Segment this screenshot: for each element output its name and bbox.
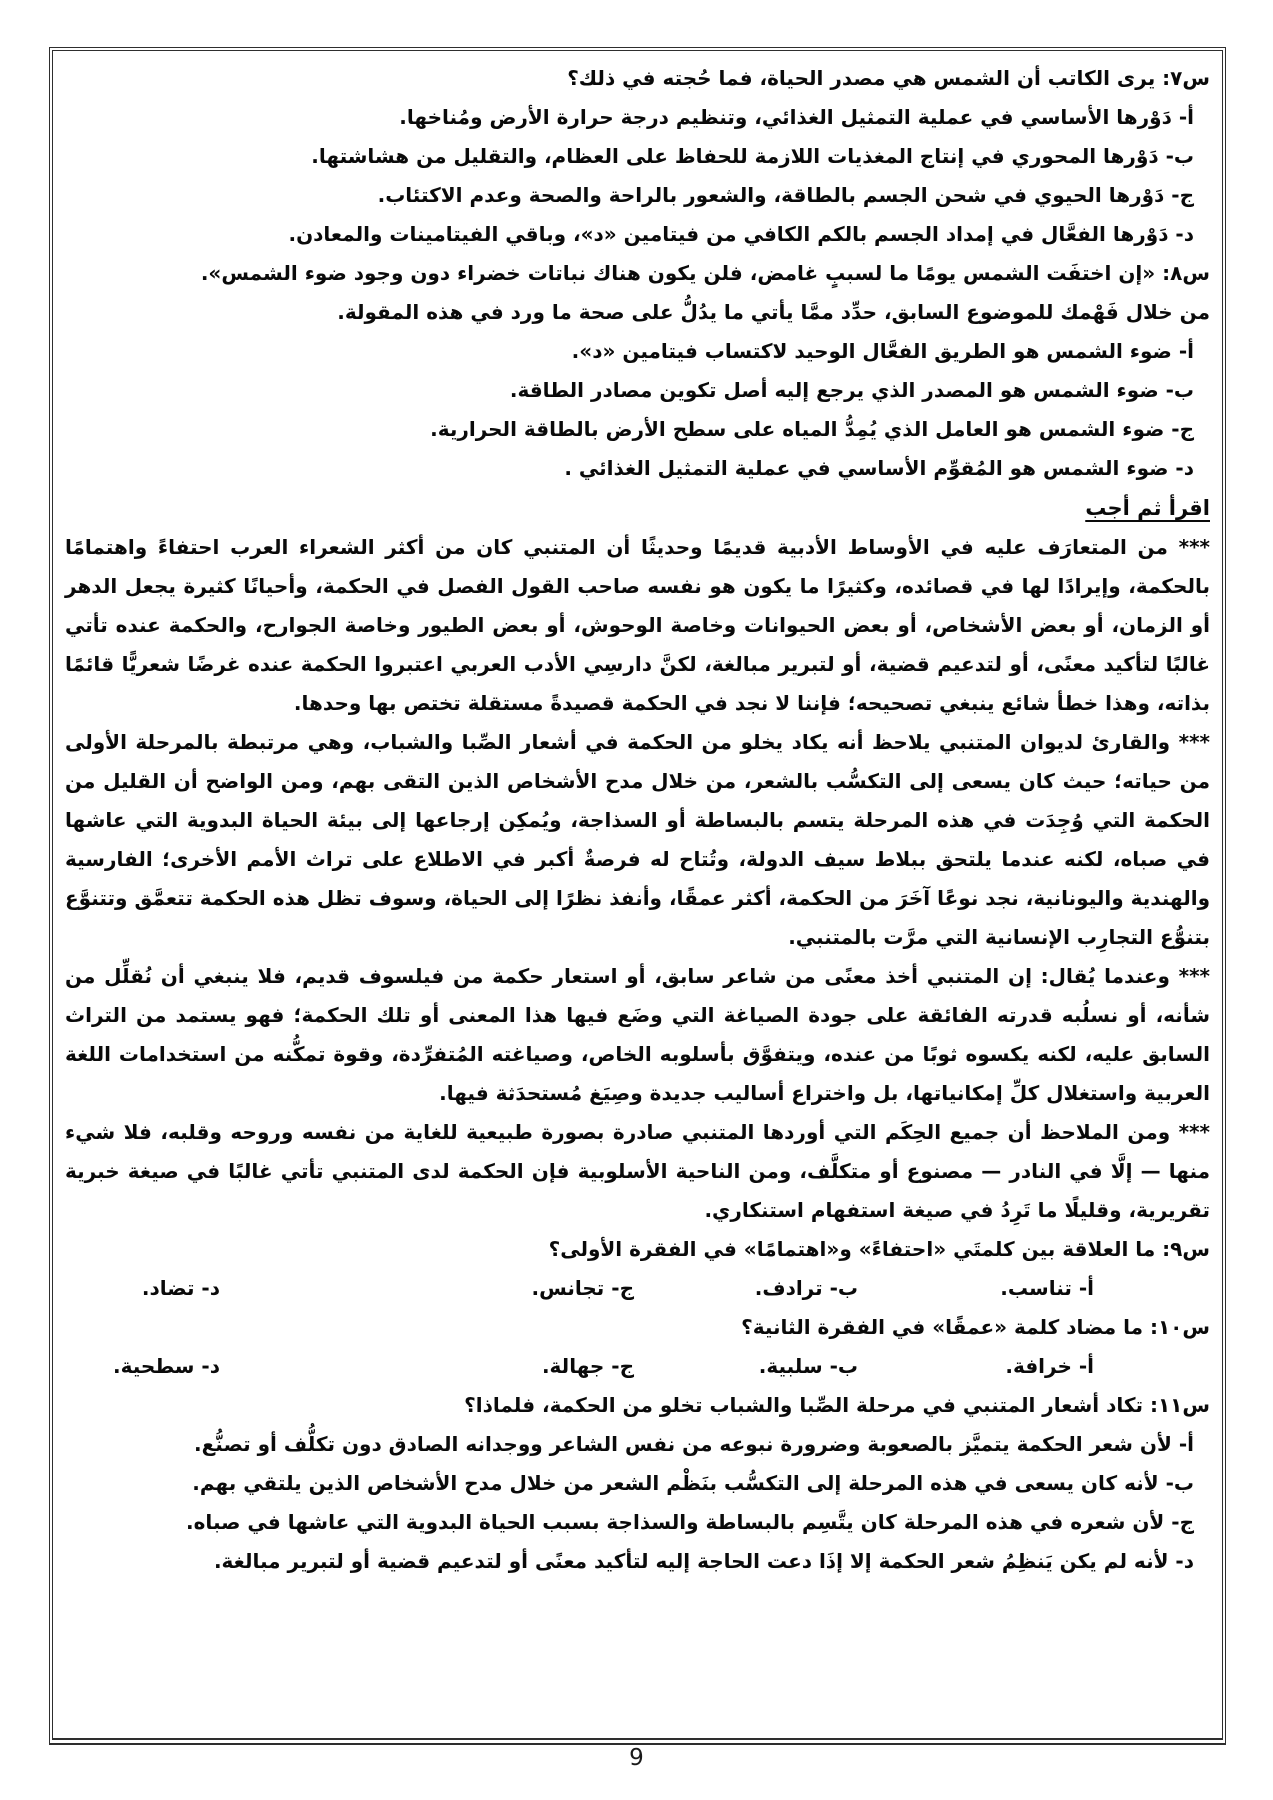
- question-7-option-d: د- دَوْرها الفعَّال في إمداد الجسم بالكم الكافي من فيتامين «د»، وباقي الفيتامينات والمعادن.: [288, 222, 1194, 246]
- question-9-option-d: د- تضاد.: [141, 1276, 220, 1300]
- reading-heading: [65, 488, 1210, 528]
- question-9-option-a: أ- تناسب.: [1000, 1276, 1094, 1300]
- passage-paragraph-4: *** ومن الملاحظ أن جميع الحِكَم التي أوردها المتنبي صادرة بصورة طبيعية للغاية من نفسه وروحه وقلبه، فلا شيء منها — إلَّا في النادر — مصنوع أو متكلَّف، ومن الناحية الأسلوبية فإن الحكمة لدى المتنبي تأتي غالبًا في صيغة خبرية تقريرية، وقليلًا ما تَرِدُ في صيغة استفهام استنكاري.: [65, 1120, 1210, 1222]
- question-11-option-a: أ- لأن شعر الحكمة يتميَّز بالصعوبة وضرورة نبوعه من نفس الشاعر ووجدانه الصادق دون تكلُّف أو تصنُّع.: [194, 1432, 1194, 1456]
- question-8-option-b: ب- ضوء الشمس هو المصدر الذي يرجع إليه أصل تكوين مصادر الطاقة.: [509, 378, 1194, 402]
- question-7-option-a: أ- دَوْرها الأساسي في عملية التمثيل الغذائي، وتنظيم درجة حرارة الأرض ومُناخها.: [399, 105, 1194, 129]
- question-9-option-b: ب- ترادف.: [754, 1276, 858, 1300]
- reading-heading-text: اقرأ ثم أجب: [1085, 496, 1210, 520]
- passage-paragraph-2: *** والقارئ لديوان المتنبي يلاحظ أنه يكاد يخلو من الحكمة في أشعار الصِّبا والشباب، وهي مرتبطة بالمرحلة الأولى من حياته؛ حيث كان يسعى إلى التكسُّب بالشعر، من خلال مدح الأشخاص الذين التقى بهم، ومن الواضح أن القليل من الحكمة التي وُجِدَت في هذه المرحلة يتسم بالبساطة أو السذاجة، ويُمكِن إرجاعها إلى بيئة الحياة البدوية التي عاشها في صباه، لكنه عندما يلتحق ببلاط سيف الدولة، وتُتاح له فرصةٌ أكبر في الاطلاع على تراث الأمم الأخرى؛ الفارسية والهندية واليونانية، نجد نوعًا آخَرَ من الحكمة، أكثر عمقًا، وأنفذ نظرًا إلى الحياة، وسوف تظل هذه الحكمة تتعمَّق وتتنوَّع بتنوُّع التجارِب الإنسانية التي مرَّت بالمتنبي.: [65, 730, 1210, 949]
- question-8-prompt-line2: من خلال فَهْمك للموضوع السابق، حدِّد ممَّا يأتي ما يدُلُّ على صحة ما ورد في هذه المقولة.: [337, 300, 1210, 324]
- question-10-option-d: د- سطحية.: [113, 1354, 220, 1378]
- question-10-option-c: ج- جهالة.: [541, 1354, 634, 1378]
- question-11-option-b: ب- لأنه كان يسعى في هذه المرحلة إلى التكسُّب بنَظْم الشعر من خلال مدح الأشخاص الذين يلتقي بهم.: [192, 1471, 1194, 1495]
- question-11-option-c: ج- لأن شعره في هذه المرحلة كان يتَّسِم بالبساطة والسذاجة بسبب الحياة البدوية التي عاشها في صباه.: [186, 1510, 1194, 1534]
- document-frame: [49, 47, 1226, 1745]
- question-10-option-a: أ- خرافة.: [1005, 1354, 1094, 1378]
- question-8-option-a: أ- ضوء الشمس هو الطريق الفعَّال الوحيد لاكتساب فيتامين «د».: [571, 339, 1194, 363]
- question-11-prompt: س١١: تكاد أشعار المتنبي في مرحلة الصِّبا والشباب تخلو من الحكمة، فلماذا؟: [464, 1393, 1210, 1417]
- question-11-option-d: د- لأنه لم يكن يَنظِمُ شعر الحكمة إلا إذَا دعت الحاجة إليه لتأكيد معنًى أو لتدعيم قضية أو لتبرير مبالغة.: [213, 1549, 1194, 1573]
- question-9-prompt: س٩: ما العلاقة بين كلمتَي «احتفاءً» و«اهتمامًا» في الفقرة الأولى؟: [548, 1237, 1210, 1261]
- question-8-prompt-line1: س٨: «إن اختفَت الشمس يومًا ما لسببٍ غامض، فلن يكون هناك نباتات خضراء دون وجود ضوء الشمس».: [200, 261, 1210, 285]
- question-7-option-b: ب- دَوْرها المحوري في إنتاج المغذيات اللازمة للحفاظ على العظام، والتقليل من هشاشتها.: [311, 144, 1194, 168]
- question-10-options-row: [65, 1347, 1210, 1386]
- question-10-option-b: ب- سلبية.: [758, 1354, 858, 1378]
- question-9-option-c: ج- تجانس.: [531, 1276, 634, 1300]
- question-8-option-c: ج- ضوء الشمس هو العامل الذي يُمِدُّ المياه على سطح الأرض بالطاقة الحرارية.: [430, 417, 1194, 441]
- question-7-prompt: س٧: يرى الكاتب أن الشمس هي مصدر الحياة، فما حُجته في ذلك؟: [567, 66, 1210, 90]
- question-8-option-d: د- ضوء الشمس هو المُقوِّم الأساسي في عملية التمثيل الغذائي .: [564, 456, 1194, 480]
- question-9-options-row: [65, 1269, 1210, 1308]
- passage-paragraph-3: *** وعندما يُقال: إن المتنبي أخذ معنًى من شاعر سابق، أو استعار حكمة من فيلسوف قديم، فلا ينبغي أن نُقلِّل من شأنه، أو نسلُبه قدرته الفائقة على جودة الصياغة التي وضَع فيها هذا المعنى أو تلك الحكمة؛ فهو يستمد من التراث السابق عليه، لكنه يكسوه ثوبًا من عنده، ويتفوَّق بأسلوبه الخاص، وصياغته المُتفرِّدة، وقوة تمكُّنه من استخدامات اللغة العربية واستغلال كلِّ إمكانياتها، بل واختراع أساليب جديدة وصِيَغ مُستحدَثة فيها.: [65, 964, 1210, 1105]
- passage-paragraph-1: *** من المتعارَف عليه في الأوساط الأدبية قديمًا وحديثًا أن المتنبي كان من أكثر الشعراء العرب احتفاءً واهتمامًا بالحكمة، وإيرادًا لها في قصائده، وكثيرًا ما يكون هو نفسه صاحب القول الفصل في الحكمة، وأحيانًا كثيرة يجعل الدهر أو الزمان، أو بعض الأشخاص، أو بعض الحيوانات وخاصة الوحوش، أو بعض الطيور وخاصة الجوارح، والحكمة عنده تأتي غالبًا لتأكيد معنًى، أو لتدعيم قضية، أو لتبرير مبالغة، لكنَّ دارسِي الأدب العربي اعتبروا الحكمة عنده غرضًا شعريًّا قائمًا بذاته، وهذا خطأ شائع ينبغي تصحيحه؛ فإننا لا نجد في الحكمة قصيدةً مستقلة تختص بها وحدها.: [65, 535, 1210, 715]
- question-10-prompt: س١٠: ما مضاد كلمة «عمقًا» في الفقرة الثانية؟: [741, 1315, 1210, 1339]
- page-number: 9: [629, 1745, 644, 1771]
- question-7-option-c: ج- دَوْرها الحيوي في شحن الجسم بالطاقة، والشعور بالراحة والصحة وعدم الاكتئاب.: [377, 183, 1194, 207]
